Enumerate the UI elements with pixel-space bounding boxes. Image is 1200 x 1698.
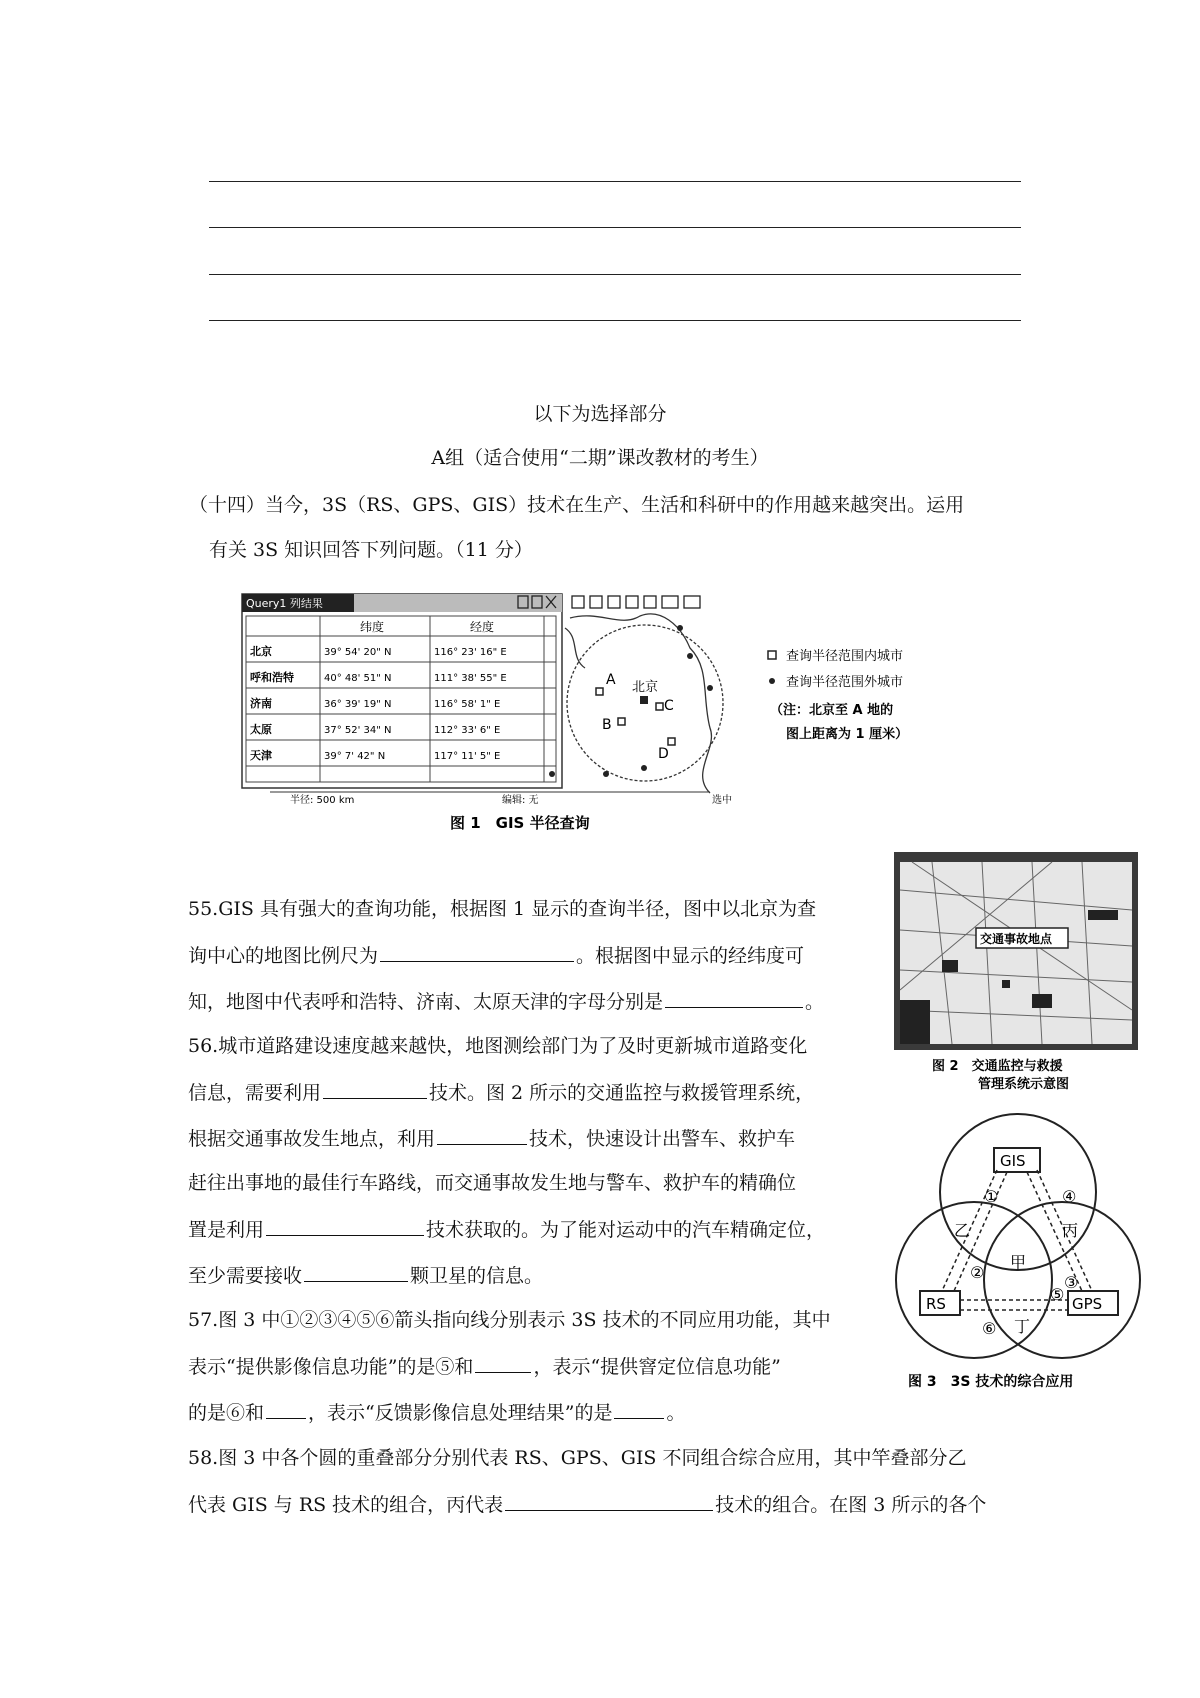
group-title: A组（适合使用“二期”课改教材的考生） [431,447,769,469]
q55-line-1: 55.GIS 具有强大的查询功能，根据图 1 显示的查询半径，图中以北京为查 [188,898,817,920]
answer-line-4 [209,320,1021,321]
q55-text: 。 [805,991,825,1013]
figure-2 [892,850,1140,1090]
q55-text: 知，地图中代表呼和浩特、济南、太原天津的字母分别是 [188,991,664,1013]
q58-text: 代表 GIS 与 RS 技术的组合，丙代表 [188,1494,504,1516]
figure-3-circle-5: ⑤ [1050,1285,1065,1304]
figure-1-row-city: 天津 [250,749,272,762]
q56-line-4: 赶往出事地的最佳行车路线，而交通事故发生地与警车、救护车的精确位 [188,1172,797,1194]
q56-text: 根据交通事故发生地点，利用 [188,1128,436,1150]
figure-1-legend-note-2: 图上距离为 1 厘米） [786,727,909,742]
figure-2-caption-1: 图 2 交通监控与救援 [932,1059,1063,1074]
q57-line-1: 57.图 3 中①②③④⑤⑥箭头指向线分别表示 3S 技术的不同应用功能，其中 [188,1309,831,1331]
figure-1-status-edit: 编辑: 无 [502,795,539,806]
figure-1-row-city: 济南 [250,697,272,710]
figure-1-map-center-label: 北京 [632,680,659,695]
figure-1-map-letter-c: C [664,698,674,714]
q57-text: 的是⑥和 [188,1402,265,1424]
q58-line-2 [188,1492,986,1517]
q57-text: 。 [666,1402,686,1424]
question-14-line-1: （十四）当今，3S（RS、GPS、GIS）技术在生产、生活和科研中的作用越来越突出。运用 [189,494,965,516]
figure-1-row-lat: 40° 48' 51" N [324,673,392,684]
figure-1-map [549,614,723,793]
figure-1-legend-inside: 查询半径范围内城市 [786,649,904,664]
q57-line-3 [188,1400,685,1425]
figure-1-status-radius: 半径: 500 km [290,795,355,806]
q58-line-1: 58.图 3 中各个圆的重叠部分分别代表 RS、GPS、GIS 不同组合综合应用，其中竿叠部分乙 [188,1447,967,1469]
q56-text: 技术。图 2 所示的交通监控与救援管理系统， [429,1082,815,1104]
q56-text: 信息，需要利用 [188,1082,322,1104]
q56-line-3 [188,1126,795,1151]
q55-text: 询中心的地图比例尺为 [188,945,379,967]
figure-1-row-city: 北京 [250,645,272,658]
q55-blank-scale[interactable] [380,943,574,962]
q56-text: 至少需要接收 [188,1265,303,1287]
q57-line-2 [188,1354,781,1379]
answer-line-2 [209,227,1021,228]
answer-line-3 [209,274,1021,275]
q56-line-1: 56.城市道路建设速度越来越快，地图测绘部门为了及时更新城市道路变化 [188,1035,808,1057]
figure-3-region-jia: 甲 [1010,1253,1027,1272]
figure-1 [240,588,960,833]
q55-line-3 [188,989,824,1014]
figure-1-status-select: 选中 [712,795,732,806]
figure-3-circle-3: ③ [1064,1273,1079,1292]
q55-line-2 [188,943,804,968]
figure-1-map-letter-a: A [606,672,616,688]
figure-1-row-lat: 39° 54' 20" N [324,647,392,658]
question-14-line-2: 有关 3S 知识回答下列问题。（11 分） [209,539,533,561]
figure-1-row-lat: 39° 7' 42" N [324,751,386,762]
figure-2-caption-2: 管理系统示意图 [978,1077,1070,1090]
q56-line-6 [188,1263,543,1288]
q56-line-2 [188,1080,814,1105]
figure-2-map-label: 交通事故地点 [980,932,1053,946]
q56-blank-4[interactable] [304,1263,408,1282]
figure-3-gis-label: GIS [1000,1152,1026,1170]
figure-3-circle-4: ④ [1062,1187,1077,1206]
figure-3-circle-2: ② [970,1263,985,1282]
q58-text: 技术的组合。在图 3 所示的各个 [715,1494,987,1516]
answer-line-1 [209,181,1021,182]
q57-text: ，表示“反馈影像信息处理结果”的是 [308,1402,613,1424]
q57-blank-3[interactable] [614,1400,664,1419]
figure-1-row-lon: 111° 38' 55" E [434,673,507,684]
figure-1-header-lat: 纬度 [360,620,385,634]
figure-1-legend-outside: 查询半径范围外城市 [786,675,904,690]
q56-blank-2[interactable] [437,1126,527,1145]
q55-text: 。根据图中显示的经纬度可 [576,945,805,967]
q55-blank-letters[interactable] [665,989,803,1008]
q56-text: 技术，快速设计出警车、救护车 [529,1128,796,1150]
q56-blank-1[interactable] [323,1080,427,1099]
q58-blank-1[interactable] [505,1492,713,1511]
figure-3-circle-6: ⑥ [982,1319,997,1338]
q56-text: 技术获取的。为了能对运动中的汽车精确定位， [426,1219,826,1241]
figure-1-row-city: 呼和浩特 [250,671,294,684]
q57-blank-2[interactable] [266,1400,306,1419]
figure-1-graphic [240,588,960,833]
figure-2-graphic [892,850,1140,1090]
figure-1-row-city: 太原 [250,723,272,736]
figure-3-region-ding: 丁 [1014,1317,1031,1336]
q57-text: ，表示“提供窨定位信息功能” [533,1356,781,1378]
section-title: 以下为选择部分 [533,403,667,425]
figure-1-row-lon: 116° 58' 1" E [434,699,501,710]
figure-1-header-lon: 经度 [470,620,495,634]
q56-text: 置是利用 [188,1219,265,1241]
q57-blank-1[interactable] [475,1354,531,1373]
q56-blank-3[interactable] [266,1217,424,1236]
figure-3-gps-label: GPS [1072,1295,1103,1313]
figure-3-circle-1: ① [984,1187,999,1206]
q56-line-5 [188,1217,825,1242]
figure-3-rs-label: RS [926,1295,946,1313]
figure-1-caption: 图 1 GIS 半径查询 [450,814,590,832]
figure-3-region-bing: 丙 [1062,1221,1079,1240]
figure-1-window-title: Query1 列结果 [246,597,323,610]
figure-3-graphic [892,1110,1142,1400]
figure-3-caption: 图 3 3S 技术的综合应用 [908,1374,1074,1390]
figure-1-row-lon: 116° 23' 16" E [434,647,507,658]
figure-1-legend-note-1: （注：北京至 A 地的 [770,703,894,718]
figure-1-row-lat: 37° 52' 34" N [324,725,392,736]
figure-1-map-letter-d: D [658,746,669,762]
figure-1-row-lon: 117° 11' 5" E [434,751,501,762]
q57-text: 表示“提供影像信息功能”的是⑤和 [188,1356,474,1378]
figure-1-row-lat: 36° 39' 19" N [324,699,392,710]
figure-1-map-letter-b: B [602,717,612,733]
figure-3-region-yi: 乙 [954,1221,971,1240]
figure-1-row-lon: 112° 33' 6" E [434,725,501,736]
figure-3 [892,1110,1142,1400]
q56-text: 颗卫星的信息。 [410,1265,544,1287]
